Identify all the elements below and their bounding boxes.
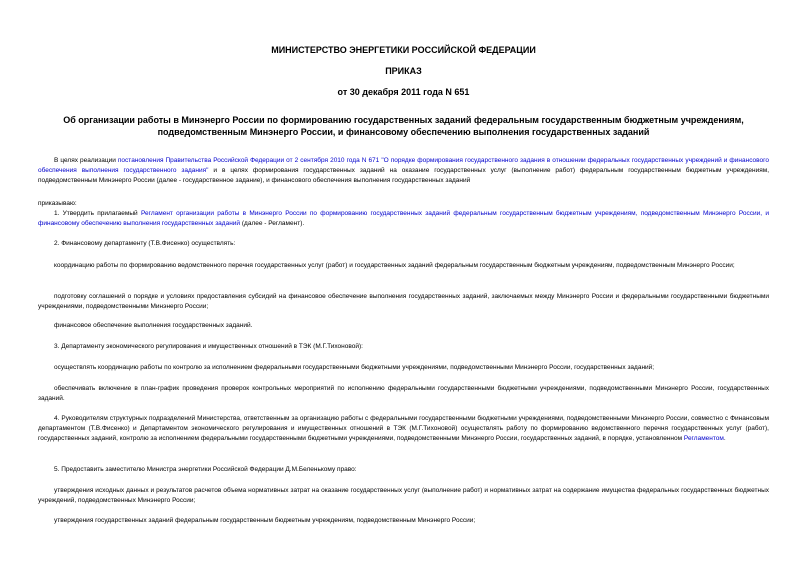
document-type: ПРИКАЗ: [385, 66, 422, 76]
item-1-text-start: 1. Утвердить прилагаемый: [54, 210, 141, 217]
document-date-number: от 30 декабря 2011 года N 651: [337, 87, 470, 97]
ministry-heading: МИНИСТЕРСТВО ЭНЕРГЕТИКИ РОССИЙСКОЙ ФЕДЕРАЦИИ: [271, 45, 536, 55]
paragraph-item-3-inspections: обеспечивать включение в план-график проведения проверок контрольных мероприятий по исполнению федеральными государственными бюджетными учреждениями, подведомственными Минэнерго России, государственных заданий.: [38, 385, 769, 402]
paragraph-item-5-calculations: утверждения исходных данных и результатов расчетов объема нормативных затрат на оказание государственных услуг (выполнение работ) и нормативных затрат на содержание имущества федеральных государственных бюджетных учреждений, подведомственных Минэнерго России;: [38, 487, 769, 504]
reglament-link-2[interactable]: Регламентом: [683, 435, 724, 442]
item-4-text-end: .: [723, 435, 726, 442]
paragraph-item-2-coordination: координацию работы по формированию ведомственного перечня государственных услуг (работ) и государственных заданий федеральным государственным бюджетным учреждениям, подведомственным Минэнерго России;: [54, 262, 735, 269]
paragraph-item-4: [38, 414, 769, 444]
reglament-link[interactable]: Регламент организации работы в Минэнерго России по формированию государственных заданий федеральным государственным бюджетным учреждениям, подведомственным Минэнерго России, и финансовому обеспечению выполнения государственных заданий: [38, 210, 769, 227]
paragraph-item-3-control: осуществлять координацию работы по контролю за исполнением федеральными государственными бюджетными учреждениями, подведомственными Минэнерго России, государственных заданий;: [54, 364, 655, 371]
paragraph-item-2: 2. Финансовому департаменту (Т.В.Фисенко) осуществлять:: [54, 240, 236, 247]
paragraph-item-1: [38, 209, 769, 229]
item-1-text-end: (далее - Регламент).: [240, 220, 305, 227]
paragraph-item-2-agreements: подготовку соглашений о порядке и условиях предоставления субсидий на финансовое обеспечение выполнения государственных заданий, заключаемых между Минэнерго России и федеральными государственными бюджетными учреждениями, подведомственными Минэнерго России;: [38, 293, 769, 310]
paragraph-item-2-financing: финансовое обеспечение выполнения государственных заданий.: [54, 322, 253, 329]
paragraph-order: приказываю:: [38, 200, 77, 207]
paragraph-item-3: 3. Департаменту экономического регулирования и имущественных отношений в ТЭК (М.Г.Тихоновой):: [54, 343, 363, 350]
government-decree-link[interactable]: постановления Правительства Российской Федерации от 2 сентября 2010 года N 671 "О порядке формирования государственного задания в отношении федеральных государственных учреждений и финансового обеспечения выполнения государственного задания": [38, 157, 769, 174]
paragraph-item-5: 5. Предоставить заместителю Министра энергетики Российской Федерации Д.М.Беленькому право:: [54, 466, 357, 473]
paragraph-item-5-assignments: утверждения государственных заданий федеральным государственным бюджетным учреждениям, подведомственным Минэнерго России;: [54, 517, 476, 524]
item-4-text-start: 4. Руководителям структурных подразделений Министерства, ответственным за организацию работы с федеральными государственными бюджетными учреждениями, подведомственными Минэнерго России, совместно с Финансовым департаментом (Т.В.Фисенко) и Департаментом экономического регулирования и имущественных отношений в ТЭК (М.Г.Тихоновой) осуществлять работу по формированию ведомственного перечня государственных услуг (работ), государственных заданий, контролю за исполнением федеральными государственными бюджетными учреждениями, подведомственными Минэнерго России, государственных заданий, в порядке, установленном: [38, 415, 769, 442]
document-title: Об организации работы в Минэнерго России по формированию государственных заданий федеральным государственным бюджетным учреждениям, подведомственным Минэнерго России, и финансовому обеспечению выполнения государственных заданий: [63, 115, 744, 137]
preamble-text-start: В целях реализации: [54, 157, 118, 164]
paragraph-preamble: [38, 156, 769, 186]
preamble-text-end: и в целях формирования государственных заданий на оказание государственных услуг (выполнение работ) федеральным государственным бюджетным учреждениям, подведомственным Минэнерго России (далее - государственное задание), и финансового обеспечения выполнения государственных заданий: [38, 167, 769, 184]
